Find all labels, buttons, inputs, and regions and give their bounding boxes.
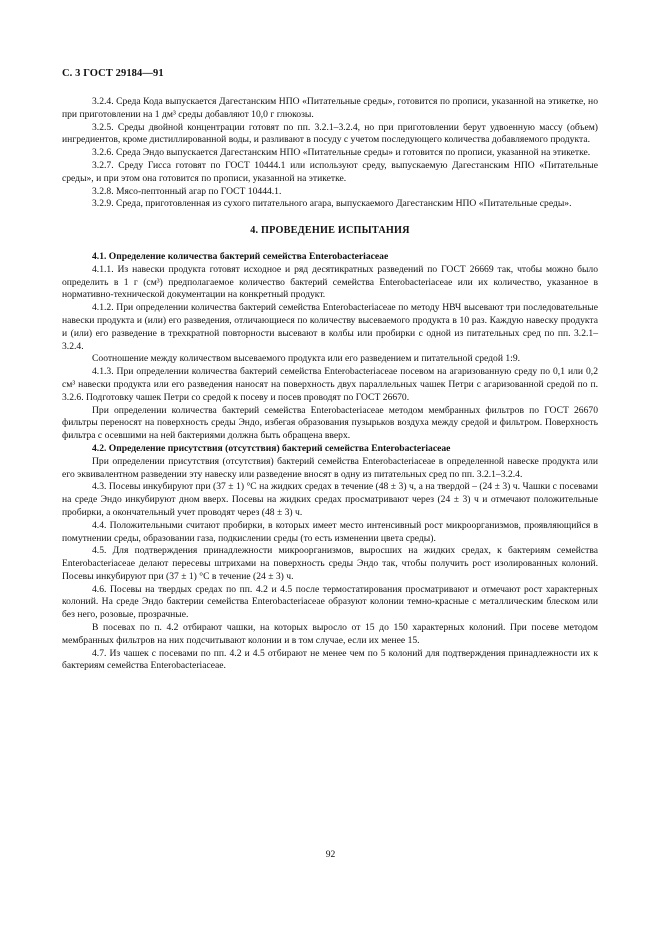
paragraph-3-2-5: 3.2.5. Среды двойной концентрации готовят по пп. 3.2.1–3.2.4, но при приготовлении берут удвоенную массу (объем) ингредиентов, кроме дистиллированной воды, и разливают в посуду с учетом последующего количества добавляемого продукта. <box>62 121 598 146</box>
paragraph-3-2-7: 3.2.7. Среду Гисса готовят по ГОСТ 10444.1 или используют среду, выпускаемую Дагестанским НПО «Питательные среды», и при этом она готовится по прописи, указанной на этикетке. <box>62 159 598 184</box>
paragraph-3-2-4: 3.2.4. Среда Кода выпускается Дагестанским НПО «Питательные среды», готовится по прописи, указанной на этикетке, но при приготовлении на 1 дм³ среды добавляют 10,0 г глюкозы. <box>62 96 598 120</box>
paragraph-4-6-note: В посевах по п. 4.2 отбирают чашки, на которых выросло от 15 до 150 характерных колоний. При посеве методом мембранных фильтров на них подсчитывают колонии и в том случае, если их менее 15. <box>62 622 598 646</box>
paragraph-4-2: При определении присутствия (отсутствия) бактерий семейства Enterobacteriaceae в определенной навеске продукта или его эквивалентном разведении эту навеску или разведение вносят в одну из питательных сред по пп. 3.2.1–3.2.4. <box>62 455 598 480</box>
section-title: 4. ПРОВЕДЕНИЕ ИСПЫТАНИЯ <box>250 225 410 237</box>
paragraph-4-4: 4.4. Положительными считают пробирки, в которых имеет место интенсивный рост микроорганизмов, проявляющийся в помутнении среды, образовании газа, подкислении среды (то есть изменении цвета среды). <box>62 519 598 544</box>
paragraph-4-1-1: 4.1.1. Из навески продукта готовят исходное и ряд десятикратных разведений по ГОСТ 26669 так, чтобы можно было определить в 1 г (см³) предполагаемое количество бактерий семейства Enterobacteriaceae или их количество, указанное в нормативно-технической документации на конкретный продукт. <box>62 263 598 301</box>
paragraph-ratio: Соотношение между количеством высеваемого продукта или его разведением и питательной средой 1:9. <box>92 353 521 365</box>
paragraph-4-1-2: 4.1.2. При определении количества бактерий семейства Enterobacteriaceae по методу НВЧ высевают три последовательные навески продукта и (или) его разведения, отличающиеся по количеству высеваемого продукта в 10 раз. Каждую навеску продукта и (или) его разведение в трехкратной повторности высевают в колбы или пробирки с одной из питательных сред по пп. 3.2.1–3.2.4. <box>62 302 598 352</box>
page-number: 92 <box>325 849 336 860</box>
paragraph-4-1-3: 4.1.3. При определении количества бактерий семейства Enterobacteriaceae посевом на агаризованную среду по 0,1 или 0,2 см³ навески продукта или его разведения наносят на поверхность двух параллельных чашек Петри с агаризованной средой по п. 3.2.6. Подготовку чашек Петри со средой к посеву и посев проводят по ГОСТ 26670. <box>62 366 598 403</box>
paragraph-4-7: 4.7. Из чашек с посевами по пп. 4.2 и 4.5 отбирают не менее чем по 5 колоний для подтверждения принадлежности их к бактериям семейства Enterobacteriaceae. <box>62 647 598 672</box>
paragraph-4-3: 4.3. Посевы инкубируют при (37 ± 1) °С на жидких средах в течение (48 ± 3) ч, а на твердой – (24 ± 3) ч. Чашки с посевами на среде Эндо инкубируют дном вверх. Посевы на жидких средах просматривают через (24 ± 3) ч и отмечают положительные пробирки, а окончательный учет проводят через (48 ± 3) ч. <box>62 481 598 518</box>
body-text <box>62 96 598 673</box>
subsection-title-4-2: 4.2. Определение присутствия (отсутствия) бактерий семейства Enterobacteriaceae <box>92 442 451 454</box>
paragraph-3-2-8: 3.2.8. Мясо-пептонный агар по ГОСТ 10444.1. <box>92 185 282 197</box>
paragraph-4-5: 4.5. Для подтверждения принадлежности микроорганизмов, выросших на жидких средах, к бактериям семейства Enterobacteriaceae делают пересевы штрихами на поверхность среды Эндо так, чтобы получить рост изолированных колоний. Посевы инкубируют при (37 ± 1) °С в течение (24 ± 3) ч. <box>62 545 598 582</box>
paragraph-3-2-9: 3.2.9. Среда, приготовленная из сухого питательного агара, выпускаемого Дагестанским НПО «Питательные среды». <box>92 198 572 210</box>
paragraph-membrane: При определении количества бактерий семейства Enterobacteriaceae методом мембранных фильтров по ГОСТ 26670 фильтры переносят на поверхность среды Эндо, избегая образования пузырьков воздуха между средой и фильтром. Поверхность фильтра с осевшими на ней бактериями должна быть обращена вверх. <box>62 404 598 442</box>
paragraph-4-6: 4.6. Посевы на твердых средах по пп. 4.2 и 4.5 после термостатирования просматривают и отмечают рост характерных колоний. На среде Эндо бактерии семейства Enterobacteriaceae образуют колонии темно-красные с металлическим блеском или без него, розовые, прозрачные. <box>62 583 598 621</box>
subsection-title-4-1: 4.1. Определение количества бактерий семейства Enterobacteriaceae <box>92 250 389 262</box>
running-head: С. 3 ГОСТ 29184—91 <box>62 68 164 79</box>
paragraph-3-2-6: 3.2.6. Среда Эндо выпускается Дагестанским НПО «Питательные среды» и готовится по прописи, указанной на этикетке. <box>92 147 591 159</box>
